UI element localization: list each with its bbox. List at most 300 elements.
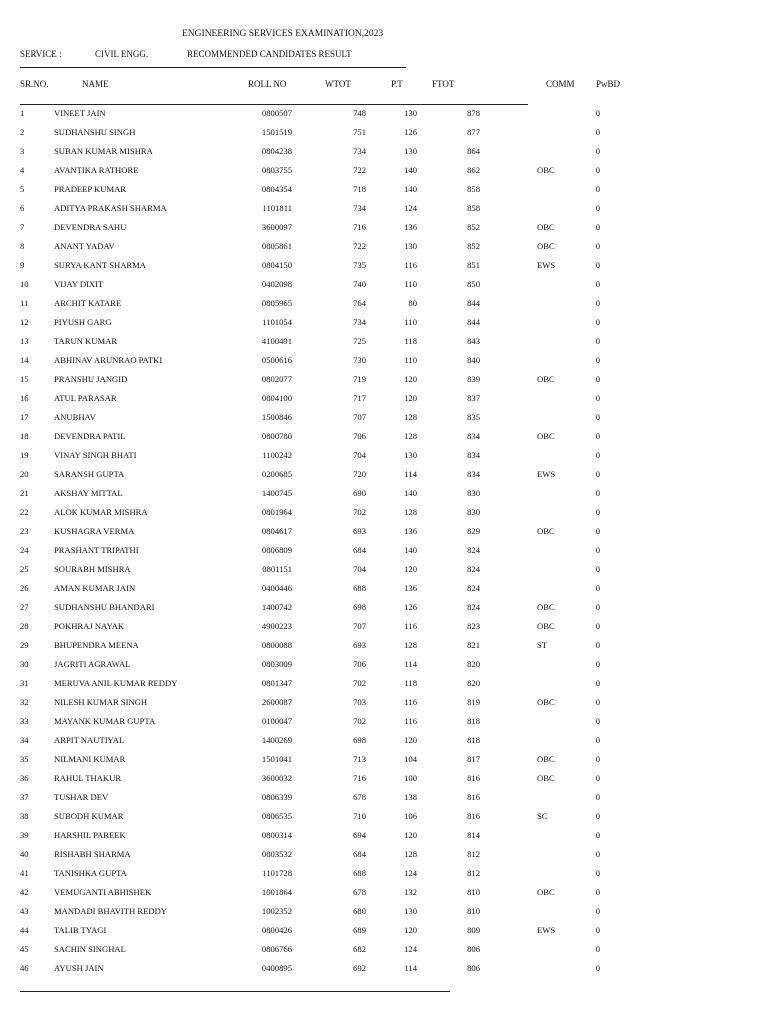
cell-roll: 1101811 <box>262 203 292 213</box>
cell-ftot: 837 <box>467 393 480 403</box>
cell-name: MANDADI BHAVITH REDDY <box>54 906 167 916</box>
cell-wtot: 716 <box>353 222 366 232</box>
cell-name: KUSHAGRA VERMA <box>54 526 135 536</box>
cell-sr: 9 <box>20 260 25 270</box>
cell-comm: OBC <box>537 887 555 897</box>
cell-roll: 3600032 <box>261 773 292 783</box>
table-row <box>0 184 768 203</box>
table-row <box>0 906 768 925</box>
cell-pwbd: 0 <box>595 754 600 764</box>
cell-roll: 1400742 <box>261 602 292 612</box>
cell-ftot: 843 <box>467 336 480 346</box>
cell-ftot: 824 <box>467 564 480 574</box>
cell-sr: 25 <box>20 564 29 574</box>
cell-sr: 23 <box>20 526 29 536</box>
cell-roll: 1500846 <box>261 412 292 422</box>
cell-pwbd: 0 <box>595 469 600 479</box>
column-header-roll: ROLL NO <box>248 79 287 89</box>
cell-name: ANANT YADAV <box>54 241 115 251</box>
cell-comm: OBC <box>537 697 555 707</box>
cell-sr: 7 <box>20 222 25 232</box>
cell-pwbd: 0 <box>595 298 600 308</box>
cell-pwbd: 0 <box>595 146 600 156</box>
cell-sr: 26 <box>20 583 29 593</box>
cell-name: SUBODH KUMAR <box>54 811 124 821</box>
cell-sr: 35 <box>20 754 29 764</box>
cell-pwbd: 0 <box>595 222 600 232</box>
cell-name: BHUPENDRA MEENA <box>54 640 139 650</box>
cell-wtot: 751 <box>353 127 366 137</box>
cell-ftot: 823 <box>467 621 480 631</box>
cell-name: AVANTIKA RATHORE <box>54 165 139 175</box>
cell-pt: 130 <box>404 906 417 916</box>
cell-roll: 4100491 <box>261 336 292 346</box>
cell-pt: 124 <box>404 944 417 954</box>
cell-pt: 138 <box>404 792 417 802</box>
cell-pt: 116 <box>404 621 417 631</box>
cell-roll: 0800314 <box>261 830 292 840</box>
cell-name: SARANSH GUPTA <box>54 469 125 479</box>
cell-wtot: 702 <box>353 678 366 688</box>
cell-wtot: 717 <box>353 393 366 403</box>
cell-roll: 0200685 <box>261 469 292 479</box>
cell-pt: 136 <box>404 222 417 232</box>
cell-sr: 4 <box>20 165 25 175</box>
cell-sr: 22 <box>20 507 29 517</box>
cell-wtot: 693 <box>353 526 366 536</box>
cell-wtot: 707 <box>353 621 366 631</box>
cell-roll: 1101728 <box>262 868 292 878</box>
cell-wtot: 702 <box>353 716 366 726</box>
cell-comm: OBC <box>537 222 555 232</box>
cell-sr: 39 <box>20 830 29 840</box>
cell-sr: 43 <box>20 906 29 916</box>
cell-comm: OBC <box>537 241 555 251</box>
cell-pt: 140 <box>404 488 417 498</box>
cell-pwbd: 0 <box>595 887 600 897</box>
cell-ftot: 834 <box>467 469 480 479</box>
cell-sr: 42 <box>20 887 29 897</box>
cell-pwbd: 0 <box>595 830 600 840</box>
cell-ftot: 812 <box>467 849 480 859</box>
cell-wtot: 692 <box>353 963 366 973</box>
cell-name: RAHUL THAKUR <box>54 773 122 783</box>
table-row <box>0 526 768 545</box>
cell-name: SURYA KANT SHARMA <box>54 260 147 270</box>
cell-pt: 120 <box>404 735 417 745</box>
table-row <box>0 716 768 735</box>
table-row <box>0 849 768 868</box>
cell-pt: 100 <box>404 773 417 783</box>
table-row <box>0 469 768 488</box>
cell-name: NILMANI KUMAR <box>54 754 126 764</box>
cell-comm: EWS <box>537 925 556 935</box>
table-row <box>0 545 768 564</box>
cell-pwbd: 0 <box>595 849 600 859</box>
cell-pwbd: 0 <box>595 906 600 916</box>
cell-pt: 80 <box>408 298 417 308</box>
service-label: SERVICE : <box>20 49 62 59</box>
cell-wtot: 713 <box>353 754 366 764</box>
cell-roll: 0806766 <box>261 944 292 954</box>
cell-ftot: 864 <box>467 146 480 156</box>
cell-pwbd: 0 <box>595 488 600 498</box>
cell-sr: 20 <box>20 469 29 479</box>
cell-sr: 27 <box>20 602 29 612</box>
cell-ftot: 817 <box>467 754 480 764</box>
cell-wtot: 734 <box>353 203 366 213</box>
cell-ftot: 810 <box>467 887 480 897</box>
cell-comm: OBC <box>537 165 555 175</box>
cell-wtot: 698 <box>353 602 366 612</box>
cell-pt: 128 <box>404 849 417 859</box>
table-row <box>0 963 768 982</box>
cell-pwbd: 0 <box>595 203 600 213</box>
cell-pt: 126 <box>404 127 417 137</box>
cell-pt: 130 <box>404 146 417 156</box>
cell-sr: 37 <box>20 792 29 802</box>
cell-roll: 0803009 <box>261 659 292 669</box>
cell-wtot: 706 <box>353 431 366 441</box>
cell-pt: 116 <box>404 260 417 270</box>
cell-name: PRANSHU JANGID <box>54 374 128 384</box>
cell-ftot: 809 <box>467 925 480 935</box>
cell-pt: 120 <box>404 925 417 935</box>
cell-wtot: 718 <box>353 184 366 194</box>
cell-wtot: 704 <box>353 564 366 574</box>
cell-pt: 124 <box>404 203 417 213</box>
cell-name: MERUVA ANIL KUMAR REDDY <box>54 678 178 688</box>
cell-ftot: 852 <box>467 222 480 232</box>
cell-wtot: 730 <box>353 355 366 365</box>
document-title: ENGINEERING SERVICES EXAMINATION,2023 <box>182 29 384 39</box>
cell-ftot: 862 <box>467 165 480 175</box>
table-row <box>0 431 768 450</box>
cell-pt: 130 <box>404 450 417 460</box>
table-row <box>0 108 768 127</box>
cell-ftot: 816 <box>467 811 480 821</box>
cell-ftot: 830 <box>467 507 480 517</box>
cell-ftot: 852 <box>467 241 480 251</box>
cell-pwbd: 0 <box>595 963 600 973</box>
cell-sr: 30 <box>20 659 29 669</box>
cell-wtot: 689 <box>353 925 366 935</box>
cell-name: PRASHANT TRIPATHI <box>54 545 139 555</box>
table-row <box>0 279 768 298</box>
cell-ftot: 824 <box>467 545 480 555</box>
table-row <box>0 393 768 412</box>
cell-sr: 21 <box>20 488 29 498</box>
cell-ftot: 818 <box>467 735 480 745</box>
cell-roll: 0400446 <box>261 583 292 593</box>
table-row <box>0 127 768 146</box>
cell-pwbd: 0 <box>595 507 600 517</box>
cell-pt: 128 <box>404 431 417 441</box>
service-value: CIVIL ENGG. <box>95 49 149 59</box>
cell-sr: 5 <box>20 184 25 194</box>
cell-pt: 110 <box>404 355 417 365</box>
cell-pwbd: 0 <box>595 773 600 783</box>
cell-name: PIYUSH GARG <box>54 317 112 327</box>
cell-roll: 3600097 <box>261 222 292 232</box>
cell-roll: 0800088 <box>261 640 292 650</box>
table-row <box>0 412 768 431</box>
cell-ftot: 806 <box>467 963 480 973</box>
table-row <box>0 146 768 165</box>
cell-pwbd: 0 <box>595 336 600 346</box>
cell-pwbd: 0 <box>595 127 600 137</box>
cell-wtot: 722 <box>353 241 366 251</box>
cell-name: ALOK KUMAR MISHRA <box>54 507 148 517</box>
cell-sr: 6 <box>20 203 25 213</box>
cell-pt: 120 <box>404 830 417 840</box>
cell-pwbd: 0 <box>595 545 600 555</box>
cell-ftot: 844 <box>467 317 480 327</box>
table-row <box>0 355 768 374</box>
cell-roll: 0806535 <box>261 811 292 821</box>
cell-name: TANISHKA GUPTA <box>54 868 127 878</box>
cell-wtot: 678 <box>353 792 366 802</box>
cell-ftot: 839 <box>467 374 480 384</box>
cell-name: SUDHANSHU SINGH <box>54 127 136 137</box>
cell-name: SOURABH MISHRA <box>54 564 131 574</box>
cell-pwbd: 0 <box>595 279 600 289</box>
cell-pwbd: 0 <box>595 868 600 878</box>
cell-pt: 128 <box>404 640 417 650</box>
column-header-sr: SR.NO. <box>20 79 49 89</box>
cell-pt: 124 <box>404 868 417 878</box>
cell-sr: 3 <box>20 146 25 156</box>
cell-pt: 126 <box>404 602 417 612</box>
cell-wtot: 710 <box>353 811 366 821</box>
cell-comm: ST <box>537 640 548 650</box>
table-row <box>0 317 768 336</box>
cell-name: POKHRAJ NAYAK <box>54 621 125 631</box>
cell-pwbd: 0 <box>595 241 600 251</box>
cell-pt: 120 <box>404 564 417 574</box>
cell-sr: 10 <box>20 279 29 289</box>
column-header-comm: COMM <box>546 79 575 89</box>
cell-pt: 120 <box>404 374 417 384</box>
cell-pwbd: 0 <box>595 564 600 574</box>
cell-pwbd: 0 <box>595 260 600 270</box>
result-label: RECOMMENDED CANDIDATES RESULT <box>187 49 352 59</box>
cell-pwbd: 0 <box>595 811 600 821</box>
cell-name: SUDHANSHU BHANDARI <box>54 602 155 612</box>
cell-ftot: 820 <box>467 678 480 688</box>
cell-sr: 33 <box>20 716 29 726</box>
cell-ftot: 824 <box>467 583 480 593</box>
cell-sr: 40 <box>20 849 29 859</box>
cell-ftot: 819 <box>467 697 480 707</box>
cell-pwbd: 0 <box>595 431 600 441</box>
cell-wtot: 682 <box>353 944 366 954</box>
cell-wtot: 684 <box>353 545 366 555</box>
cell-pt: 118 <box>404 336 417 346</box>
cell-name: VINEET JAIN <box>54 108 106 118</box>
table-row <box>0 678 768 697</box>
cell-wtot: 688 <box>353 583 366 593</box>
cell-comm: OBC <box>537 754 555 764</box>
cell-pwbd: 0 <box>595 393 600 403</box>
cell-wtot: 734 <box>353 317 366 327</box>
cell-pt: 128 <box>404 412 417 422</box>
cell-comm: OBC <box>537 374 555 384</box>
cell-wtot: 725 <box>353 336 366 346</box>
cell-pt: 136 <box>404 526 417 536</box>
cell-pwbd: 0 <box>595 526 600 536</box>
cell-roll: 0805861 <box>261 241 292 251</box>
cell-roll: 1002352 <box>261 906 292 916</box>
cell-roll: 0100047 <box>261 716 292 726</box>
cell-wtot: 694 <box>353 830 366 840</box>
header-rule-top <box>20 67 406 68</box>
cell-pt: 116 <box>404 716 417 726</box>
table-row <box>0 602 768 621</box>
cell-wtot: 734 <box>353 146 366 156</box>
table-row <box>0 507 768 526</box>
cell-sr: 18 <box>20 431 29 441</box>
cell-sr: 28 <box>20 621 29 631</box>
table-row <box>0 241 768 260</box>
cell-roll: 1001864 <box>261 887 292 897</box>
cell-name: DEVENDRA SAHU <box>54 222 127 232</box>
cell-wtot: 716 <box>353 773 366 783</box>
cell-ftot: 877 <box>467 127 480 137</box>
cell-roll: 0402098 <box>261 279 292 289</box>
table-row <box>0 564 768 583</box>
cell-wtot: 720 <box>353 469 366 479</box>
table-row <box>0 165 768 184</box>
cell-roll: 0400895 <box>261 963 292 973</box>
cell-ftot: 829 <box>467 526 480 536</box>
cell-ftot: 851 <box>467 260 480 270</box>
cell-name: VINAY SINGH BHATI <box>54 450 137 460</box>
cell-sr: 16 <box>20 393 29 403</box>
cell-ftot: 850 <box>467 279 480 289</box>
cell-roll: 1100242 <box>262 450 292 460</box>
cell-name: AKSHAY MITTAL <box>54 488 123 498</box>
table-row <box>0 830 768 849</box>
cell-pwbd: 0 <box>595 317 600 327</box>
cell-roll: 0801964 <box>261 507 292 517</box>
table-row <box>0 944 768 963</box>
table-row <box>0 488 768 507</box>
cell-pwbd: 0 <box>595 659 600 669</box>
cell-pt: 104 <box>404 754 417 764</box>
cell-pwbd: 0 <box>595 735 600 745</box>
cell-sr: 24 <box>20 545 29 555</box>
cell-wtot: 722 <box>353 165 366 175</box>
cell-comm: OBC <box>537 773 555 783</box>
cell-sr: 12 <box>20 317 29 327</box>
cell-sr: 14 <box>20 355 29 365</box>
table-row <box>0 374 768 393</box>
cell-ftot: 814 <box>467 830 480 840</box>
cell-pwbd: 0 <box>595 374 600 384</box>
cell-sr: 32 <box>20 697 29 707</box>
cell-pwbd: 0 <box>595 184 600 194</box>
table-row <box>0 868 768 887</box>
table-row <box>0 735 768 754</box>
table-row <box>0 773 768 792</box>
cell-sr: 8 <box>20 241 25 251</box>
cell-name: ADITYA PRAKASH SHARMA <box>54 203 167 213</box>
cell-pwbd: 0 <box>595 602 600 612</box>
column-header-pt: P.T <box>391 79 403 89</box>
cell-pt: 132 <box>404 887 417 897</box>
cell-wtot: 748 <box>353 108 366 118</box>
cell-wtot: 764 <box>353 298 366 308</box>
cell-roll: 0804100 <box>261 393 292 403</box>
cell-name: JAGRITI AGRAWAL <box>54 659 131 669</box>
column-header-name: NAME <box>82 79 109 89</box>
cell-name: RISHABH SHARMA <box>54 849 131 859</box>
cell-sr: 19 <box>20 450 29 460</box>
table-row <box>0 336 768 355</box>
cell-sr: 15 <box>20 374 29 384</box>
cell-roll: 4900223 <box>261 621 292 631</box>
cell-roll: 0806809 <box>261 545 292 555</box>
cell-pwbd: 0 <box>595 792 600 802</box>
table-row <box>0 621 768 640</box>
cell-comm: OBC <box>537 431 555 441</box>
column-header-pwbd: PwBD <box>596 79 621 89</box>
cell-wtot: 684 <box>353 849 366 859</box>
cell-ftot: 806 <box>467 944 480 954</box>
cell-roll: 1501519 <box>261 127 292 137</box>
cell-pt: 114 <box>404 659 417 669</box>
cell-name: ATUL PARASAR <box>54 393 117 403</box>
cell-sr: 11 <box>20 298 29 308</box>
cell-comm: OBC <box>537 526 555 536</box>
cell-roll: 0803532 <box>261 849 292 859</box>
cell-roll: 0804354 <box>261 184 292 194</box>
cell-ftot: 844 <box>467 298 480 308</box>
cell-name: ARCHIT KATARE <box>54 298 122 308</box>
cell-pt: 140 <box>404 545 417 555</box>
cell-pwbd: 0 <box>595 412 600 422</box>
cell-ftot: 834 <box>467 431 480 441</box>
cell-name: TALIB TYAGI <box>54 925 107 935</box>
cell-roll: 0801151 <box>262 564 292 574</box>
cell-pt: 114 <box>404 469 417 479</box>
footer-rule <box>20 991 450 992</box>
cell-name: SACHIN SINGHAL <box>54 944 126 954</box>
cell-wtot: 688 <box>353 868 366 878</box>
cell-name: ANUBHAV <box>54 412 96 422</box>
cell-sr: 46 <box>20 963 29 973</box>
cell-pt: 136 <box>404 583 417 593</box>
cell-name: PRADEEP KUMAR <box>54 184 127 194</box>
cell-sr: 17 <box>20 412 29 422</box>
cell-ftot: 878 <box>467 108 480 118</box>
column-header-ftot: FTOT <box>432 79 455 89</box>
cell-pwbd: 0 <box>595 450 600 460</box>
table-row <box>0 697 768 716</box>
cell-pwbd: 0 <box>595 678 600 688</box>
cell-sr: 13 <box>20 336 29 346</box>
cell-ftot: 818 <box>467 716 480 726</box>
cell-name: ABHINAV ARUNRAO PATKI <box>54 355 163 365</box>
cell-wtot: 740 <box>353 279 366 289</box>
cell-ftot: 816 <box>467 773 480 783</box>
cell-roll: 0804150 <box>261 260 292 270</box>
cell-pt: 110 <box>404 279 417 289</box>
table-row <box>0 298 768 317</box>
cell-comm: EWS <box>537 260 556 270</box>
cell-name: ARPIT NAUTIYAL <box>54 735 125 745</box>
